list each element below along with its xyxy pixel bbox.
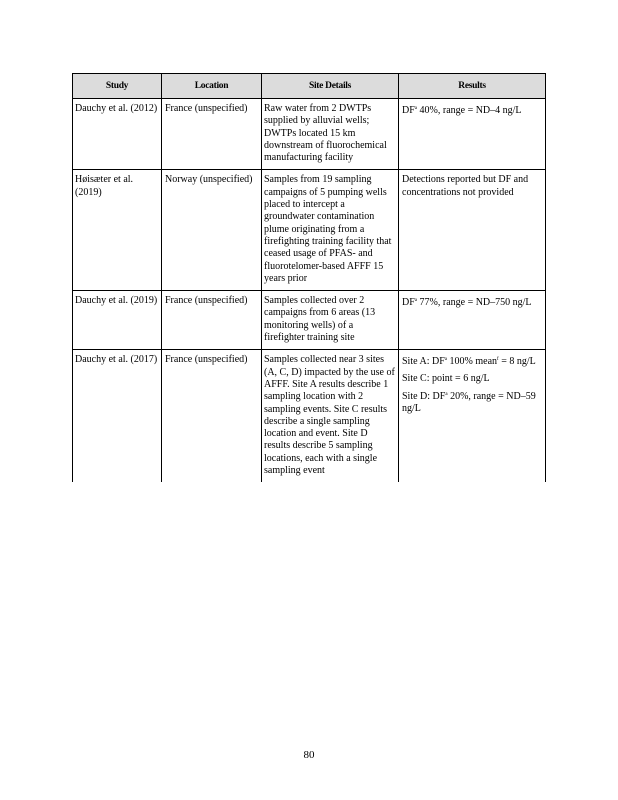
site-details-cell: Samples collected near 3 sites (A, C, D) impacted by the use of AFFF. Site A results describe 1 sampling location with 2 sampling events. Site C results describe a single sampling location and event. Site D results describe 5 sampling locations, each with a single sampling event	[262, 350, 399, 482]
header-site-details: Site Details	[262, 74, 399, 99]
result-line: Detections reported but DF and concentrations not provided	[402, 174, 529, 198]
result-line: Site A: $DF^a$ 100% mean$^f$ = 8 ng/L	[402, 356, 536, 368]
site-details-cell: Samples from 19 sampling campaigns of 5 pumping wells placed to intercept a groundwater contamination plume originating from a firefighting training facility that ceased usage of PFAS- and fluorotelomer-based AFFF 15 years prior	[262, 170, 399, 291]
result-line: Site D: $DF^a$ 20%, range = ND–59 ng/L	[402, 390, 536, 415]
result-line: $DF^a$ 40%, range = ND–4 ng/L	[402, 105, 522, 116]
study-cell: Dauchy et al. (2012)	[73, 99, 162, 170]
location-cell: France (unspecified)	[162, 291, 262, 350]
results-cell	[399, 350, 546, 482]
study-cell: Dauchy et al. (2017)	[73, 350, 162, 482]
table-row	[73, 170, 546, 291]
study-cell: Høisæter et al. (2019)	[73, 170, 162, 291]
location-cell: France (unspecified)	[162, 99, 262, 170]
location-cell: France (unspecified)	[162, 350, 262, 482]
results-cell	[399, 170, 546, 291]
header-location: Location	[162, 74, 262, 99]
table-row	[73, 99, 546, 170]
table-row	[73, 350, 546, 482]
results-cell	[399, 99, 546, 170]
result-line: $DF^a$ 77%, range = ND–750 ng/L	[402, 297, 532, 309]
header-study: Study	[73, 74, 162, 99]
studies-table	[72, 73, 546, 482]
results-cell	[399, 291, 546, 350]
result-line: Site C: point = 6 ng/L	[402, 372, 490, 384]
table-header	[73, 74, 546, 99]
page-number: 80	[303, 749, 315, 761]
location-cell: Norway (unspecified)	[162, 170, 262, 291]
site-details-cell: Samples collected over 2 campaigns from 6 areas (13 monitoring wells) of a firefighter training site	[262, 291, 399, 350]
site-details-cell: Raw water from 2 DWTPs supplied by alluvial wells; DWTPs located 15 km downstream of fluorochemical manufacturing facility	[262, 99, 399, 170]
header-results: Results	[399, 74, 546, 99]
table-row	[73, 291, 546, 350]
study-cell: Dauchy et al. (2019)	[73, 291, 162, 350]
